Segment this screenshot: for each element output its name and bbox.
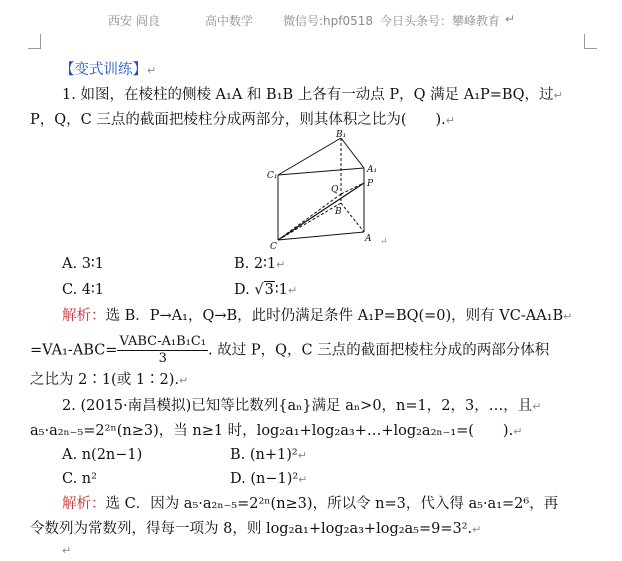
q1-option-d: D. √3∶1↵ [234,282,298,298]
q2-analysis-line2: 令数列为常数列，得每一项为 8，则 log₂a₁+log₂a₃+log₂a₅=9=3².↵ [30,521,482,537]
header-author: 西安 阎良 [108,14,160,28]
q2-line1: 2. (2015·南昌模拟)已知等比数列{aₙ}满足 aₙ>0，n=1，2，3，…，且↵ [62,398,542,414]
q2-number: 2. [62,398,76,414]
q1-analysis-label: 解析： [62,308,106,324]
q1-option-b: B. 2∶1↵ [234,256,286,272]
label-c: C [270,242,277,250]
svg-text:↵: ↵ [380,237,388,247]
q1-text-line1: 如图，在棱柱的侧棱 A₁A 和 B₁B 上各有一动点 P，Q 满足 A₁P=BQ，过 [80,87,554,103]
header-wechat: 微信号:hpf0518 [283,14,374,28]
q1-line1: 1. 如图，在棱柱的侧棱 A₁A 和 B₁B 上各有一动点 P，Q 满足 A₁P=BQ，过↵ [62,87,563,103]
q2-option-d: D. (n−1)²↵ [230,471,308,487]
header-return-mark: ↵ [505,12,516,26]
q2-analysis-line1: 解析：选 C．因为 a₅·a₂ₙ₋₅=2²ⁿ(n≥3)，所以令 n=3，代入得 a₅·a₁=2⁶，再 [62,496,559,512]
q1-analysis-line3: 之比为 2∶1(或 1∶2).↵ [30,372,189,388]
q1-analysis-line2: =VA₁-ABC= $\frac{\text{VABC-A₁B₁C₁}}{3}$ . 故过 P，Q，C 三点的截面把棱柱分成的两部分体积 [30,334,550,366]
label-p: P [367,179,374,189]
section-title: 【变式训练】↵ [60,62,157,78]
trailing-return-mark: ↵ [62,544,72,557]
q1-analysis-line1: 解析：选 B．P→A₁，Q→B，此时仍满足条件 A₁P=BQ(=0)，则有 VC-AA₁B↵ [62,308,573,324]
header-toutiao: 今日头条号：攀峰教育 [380,14,501,28]
label-b1: B₁ [336,130,347,140]
q2-option-b: B. (n+1)²↵ [230,447,307,463]
corner-mark-left [28,34,41,49]
q2-line2: a₅·a₂ₙ₋₅=2²ⁿ(n≥3)，当 n≥1 时，log₂a₁+log₂a₃+…+log₂a₂ₙ₋₁=( ).↵ [30,423,523,439]
q2-analysis-label: 解析： [62,496,106,512]
corner-mark-right [584,34,597,49]
header-subject: 高中数学 [205,14,254,28]
q1-option-c: C. 4∶1 [62,282,105,298]
label-a: A [365,234,372,244]
q1-option-a: A. 3∶1 [62,256,104,272]
label-c1: C₁ [267,171,278,181]
prism-figure [262,128,392,250]
q1-line2: P，Q，C 三点的截面把棱柱分成两部分，则其体积之比为( ).↵ [30,112,455,128]
label-q: Q [331,185,339,195]
page-header [0,10,622,32]
label-a1: A₁ [367,165,378,175]
volume-fraction: $\frac{\text{VABC-A₁B₁C₁}}{3}$ [119,334,207,366]
q2-option-c: C. n² [62,471,97,487]
q1-number: 1. [62,87,76,103]
q2-option-a: A. n(2n−1) [62,447,143,463]
label-b: B [335,207,342,217]
